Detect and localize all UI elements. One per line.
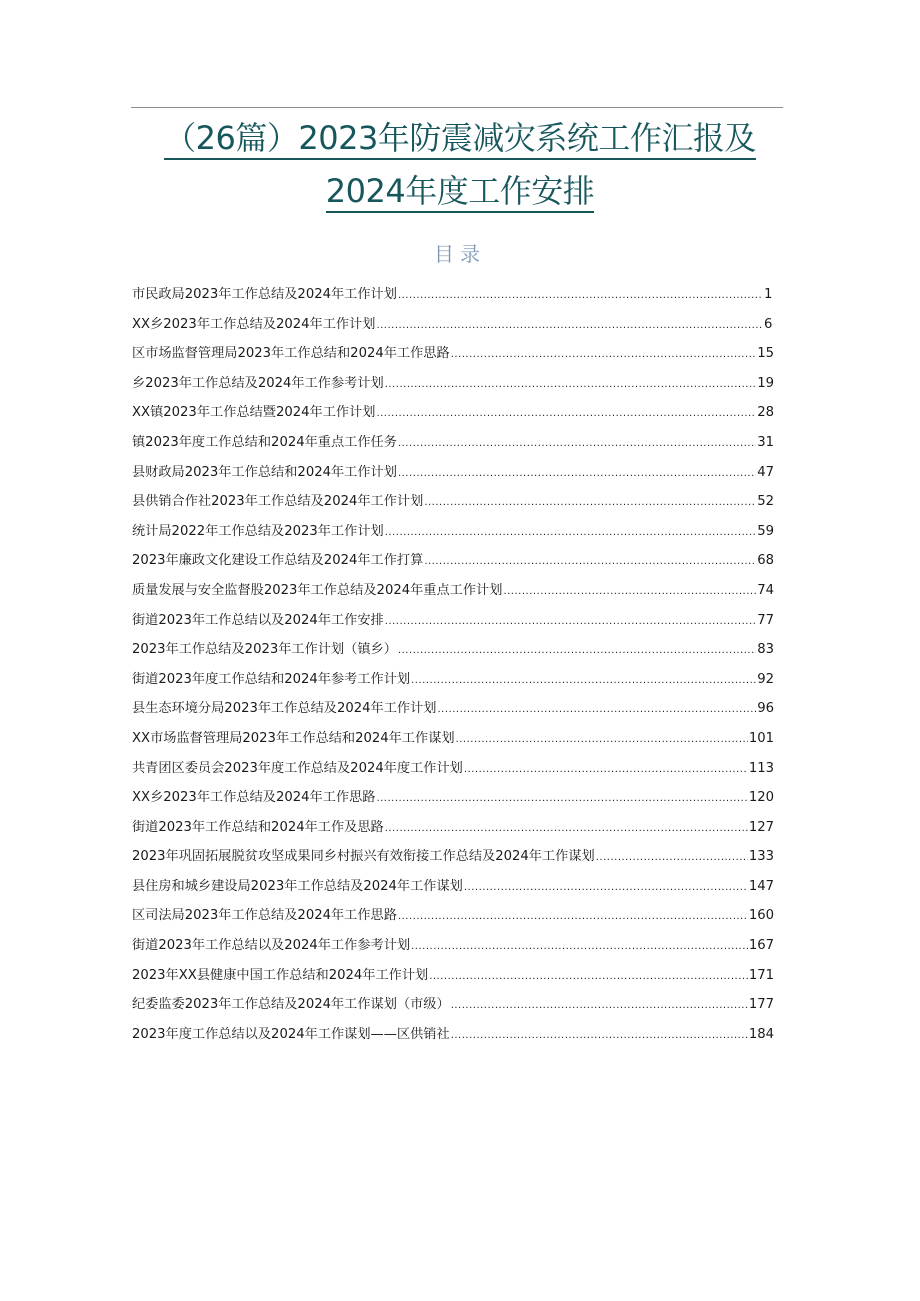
toc-entry[interactable] xyxy=(132,845,774,875)
toc-entry[interactable] xyxy=(132,697,774,727)
toc-entry-page-number: 101 xyxy=(748,730,774,746)
toc-entry-page-number: 31 xyxy=(757,434,774,450)
toc-leader-dots xyxy=(451,346,757,361)
toc-entry-title: 统计局2022年工作总结及2023年工作计划 xyxy=(132,523,384,539)
toc-entry-title: XX乡2023年工作总结及2024年工作思路 xyxy=(132,790,376,806)
toc-entry-page-number: 184 xyxy=(748,1026,774,1042)
toc-entry-title: XX乡2023年工作总结及2024年工作计划 xyxy=(132,316,376,332)
toc-leader-dots xyxy=(429,968,748,983)
toc-entry[interactable] xyxy=(132,993,774,1023)
toc-entry[interactable] xyxy=(132,904,774,934)
toc-entry-title: 县财政局2023年工作总结和2024年工作计划 xyxy=(132,464,397,480)
toc-entry[interactable] xyxy=(132,283,774,313)
toc-entry-title: XX市场监督管理局2023年工作总结和2024年工作谋划 xyxy=(132,730,455,746)
toc-entry[interactable] xyxy=(132,372,774,402)
toc-entry-title: 2023年工作总结及2023年工作计划（镇乡） xyxy=(132,642,397,658)
toc-entry[interactable] xyxy=(132,579,774,609)
toc-entry-title: 区司法局2023年工作总结及2024年工作思路 xyxy=(132,908,397,924)
toc-entry-title: 街道2023年度工作总结和2024年参考工作计划 xyxy=(132,671,411,687)
toc-entry-page-number: 147 xyxy=(748,878,774,894)
toc-entry[interactable] xyxy=(132,342,774,372)
toc-entry-title: 县住房和城乡建设局2023年工作总结及2024年工作谋划 xyxy=(132,878,463,894)
header-rule xyxy=(131,107,783,108)
toc-leader-dots xyxy=(398,465,756,480)
toc-entry-title: 2023年XX县健康中国工作总结和2024年工作计划 xyxy=(132,967,429,983)
toc-entry[interactable] xyxy=(132,668,774,698)
toc-entry-page-number: 113 xyxy=(748,760,774,776)
toc-entry-page-number: 92 xyxy=(757,671,774,687)
toc-entry[interactable] xyxy=(132,609,774,639)
toc-leader-dots xyxy=(385,820,748,835)
toc-entry-page-number: 167 xyxy=(748,938,774,954)
toc-leader-dots xyxy=(464,761,748,776)
toc-entry-title: 县生态环境分局2023年工作总结及2024年工作计划 xyxy=(132,701,437,717)
document-title xyxy=(60,112,860,218)
toc-entry-page-number: 83 xyxy=(757,642,774,658)
toc-entry-title: 市民政局2023年工作总结及2024年工作计划 xyxy=(132,287,397,302)
toc-leader-dots xyxy=(376,790,747,805)
toc-entry[interactable] xyxy=(132,757,774,787)
toc-leader-dots xyxy=(456,731,748,746)
toc-leader-dots xyxy=(398,642,756,657)
toc-entry[interactable] xyxy=(132,1023,774,1053)
toc-entry-page-number: 1 xyxy=(764,287,773,302)
toc-entry-page-number: 6 xyxy=(764,316,773,332)
toc-leader-dots xyxy=(385,613,756,628)
toc-leader-dots xyxy=(424,494,756,509)
toc-leader-dots xyxy=(398,908,748,923)
toc-leader-dots xyxy=(398,435,756,450)
toc-entry-page-number: 15 xyxy=(757,346,774,362)
toc-leader-dots xyxy=(411,938,748,953)
toc-leader-dots xyxy=(451,1027,748,1042)
title-line-2: 2024年度工作安排 xyxy=(60,165,860,218)
toc-entry-title: 共青团区委员会2023年度工作总结及2024年度工作计划 xyxy=(132,760,463,776)
toc-entry-page-number: 59 xyxy=(757,523,774,539)
toc-entry-title: 质量发展与安全监督股2023年工作总结及2024年重点工作计划 xyxy=(132,582,503,598)
toc-entry-page-number: 96 xyxy=(757,701,774,717)
toc-entry-page-number: 177 xyxy=(748,997,774,1013)
toc-entry[interactable] xyxy=(132,964,774,994)
toc-leader-dots xyxy=(376,405,756,420)
toc-entry-title: 县供销合作社2023年工作总结及2024年工作计划 xyxy=(132,494,424,510)
toc-entry[interactable] xyxy=(132,934,774,964)
toc-entry-page-number: 74 xyxy=(757,582,774,598)
toc-entry[interactable] xyxy=(132,401,774,431)
toc-entry-title: 2023年廉政文化建设工作总结及2024年工作打算 xyxy=(132,553,424,569)
toc-entry-title: 2023年度工作总结以及2024年工作谋划——区供销社 xyxy=(132,1026,450,1042)
toc-entry[interactable] xyxy=(132,490,774,520)
toc-entry-page-number: 120 xyxy=(748,790,774,806)
toc-leader-dots xyxy=(596,849,748,864)
toc-leader-dots xyxy=(464,879,748,894)
toc-entry[interactable] xyxy=(132,549,774,579)
toc-leader-dots xyxy=(376,317,763,332)
toc-entry-title: 街道2023年工作总结以及2024年工作参考计划 xyxy=(132,938,411,954)
toc-leader-dots xyxy=(398,287,763,302)
toc-entry[interactable] xyxy=(132,875,774,905)
toc-entry-title: 区市场监督管理局2023年工作总结和2024年工作思路 xyxy=(132,346,450,362)
toc-leader-dots xyxy=(411,672,756,687)
toc-leader-dots xyxy=(503,583,756,598)
toc-entry-page-number: 160 xyxy=(748,908,774,924)
toc-entry[interactable] xyxy=(132,313,774,343)
table-of-contents xyxy=(132,283,774,1052)
title-line-1: （26篇）2023年防震减灾系统工作汇报及 xyxy=(60,112,860,165)
toc-entry-page-number: 19 xyxy=(757,375,774,391)
toc-entry-page-number: 133 xyxy=(748,849,774,865)
toc-entry-page-number: 127 xyxy=(748,819,774,835)
toc-entry[interactable] xyxy=(132,786,774,816)
toc-entry-title: 街道2023年工作总结和2024年工作及思路 xyxy=(132,819,384,835)
toc-entry-title: 乡2023年工作总结及2024年工作参考计划 xyxy=(132,375,384,391)
toc-entry-title: 纪委监委2023年工作总结及2024年工作谋划（市级） xyxy=(132,997,450,1013)
toc-entry-title: XX镇2023年工作总结暨2024年工作计划 xyxy=(132,405,376,421)
toc-entry[interactable] xyxy=(132,816,774,846)
toc-leader-dots xyxy=(385,524,756,539)
toc-entry-title: 街道2023年工作总结以及2024年工作安排 xyxy=(132,612,384,628)
toc-entry[interactable] xyxy=(132,520,774,550)
toc-entry[interactable] xyxy=(132,638,774,668)
toc-leader-dots xyxy=(385,376,756,391)
toc-entry[interactable] xyxy=(132,461,774,491)
toc-entry-title: 镇2023年度工作总结和2024年重点工作任务 xyxy=(132,434,397,450)
toc-entry[interactable] xyxy=(132,431,774,461)
toc-leader-dots xyxy=(424,553,756,568)
toc-leader-dots xyxy=(438,701,757,716)
toc-heading: 目录 xyxy=(434,242,486,266)
toc-entry-page-number: 47 xyxy=(757,464,774,480)
toc-entry-page-number: 28 xyxy=(757,405,774,421)
toc-leader-dots xyxy=(451,997,748,1012)
toc-entry[interactable] xyxy=(132,727,774,757)
toc-entry-page-number: 52 xyxy=(757,494,774,510)
toc-entry-page-number: 77 xyxy=(757,612,774,628)
toc-entry-page-number: 68 xyxy=(757,553,774,569)
toc-entry-page-number: 171 xyxy=(748,967,774,983)
toc-entry-title: 2023年巩固拓展脱贫攻坚成果同乡村振兴有效衔接工作总结及2024年工作谋划 xyxy=(132,849,595,865)
